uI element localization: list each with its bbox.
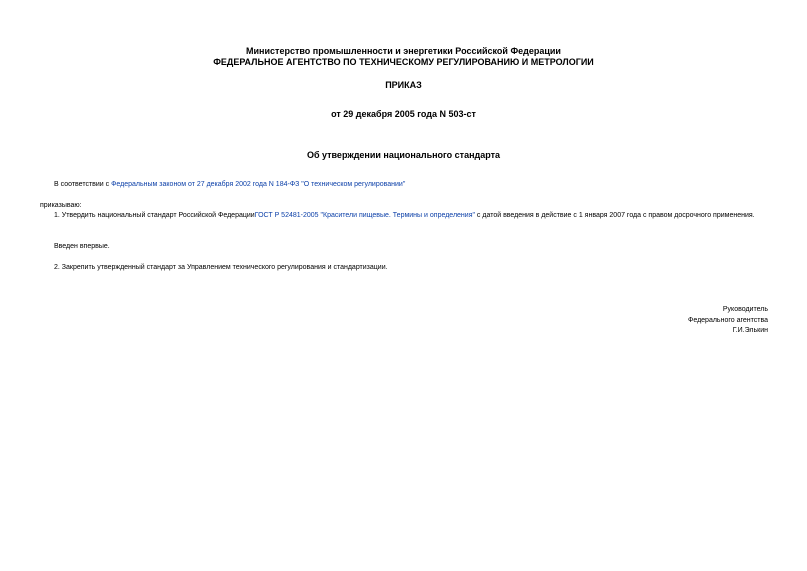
intro-prefix: В соответствии с [54, 181, 112, 188]
item-1-suffix: с датой введения в действие с 1 января 2007 года с правом досрочного применения. [474, 212, 755, 219]
item-1-prefix: 1. Утвердить национальный стандарт Российской Федерации [54, 212, 255, 219]
gost-standard-link[interactable]: ГОСТ Р 52481-2005 "Красители пищевые. Термины и определения" [254, 212, 475, 219]
signature-title-line1: Руководитель [722, 306, 768, 313]
signature-name: Г.И.Элькин [732, 327, 768, 334]
introduced-note: Введен впервые. [54, 243, 110, 250]
document-type: ПРИКАЗ [385, 80, 422, 90]
ministry-title: Министерство промышленности и энергетики Российской Федерации [246, 46, 561, 56]
intro-paragraph [54, 179, 767, 190]
document-subject: Об утверждении национального стандарта [306, 150, 501, 160]
federal-law-link[interactable]: Федеральным законом от 27 декабря 2002 года N 184-ФЗ "О техническом регулировании" [111, 181, 406, 188]
order-word: приказываю: [40, 202, 82, 209]
signature-title-line2: Федерального агентства [688, 317, 768, 324]
document-date-number: от 29 декабря 2005 года N 503-ст [331, 109, 476, 119]
item-2-paragraph: 2. Закрепить утвержденный стандарт за Управлением технического регулирования и стандартизации. [54, 264, 388, 271]
agency-title: ФЕДЕРАЛЬНОЕ АГЕНТСТВО ПО ТЕХНИЧЕСКОМУ РЕГУЛИРОВАНИЮ И МЕТРОЛОГИИ [213, 57, 594, 67]
item-1-paragraph [40, 210, 767, 221]
